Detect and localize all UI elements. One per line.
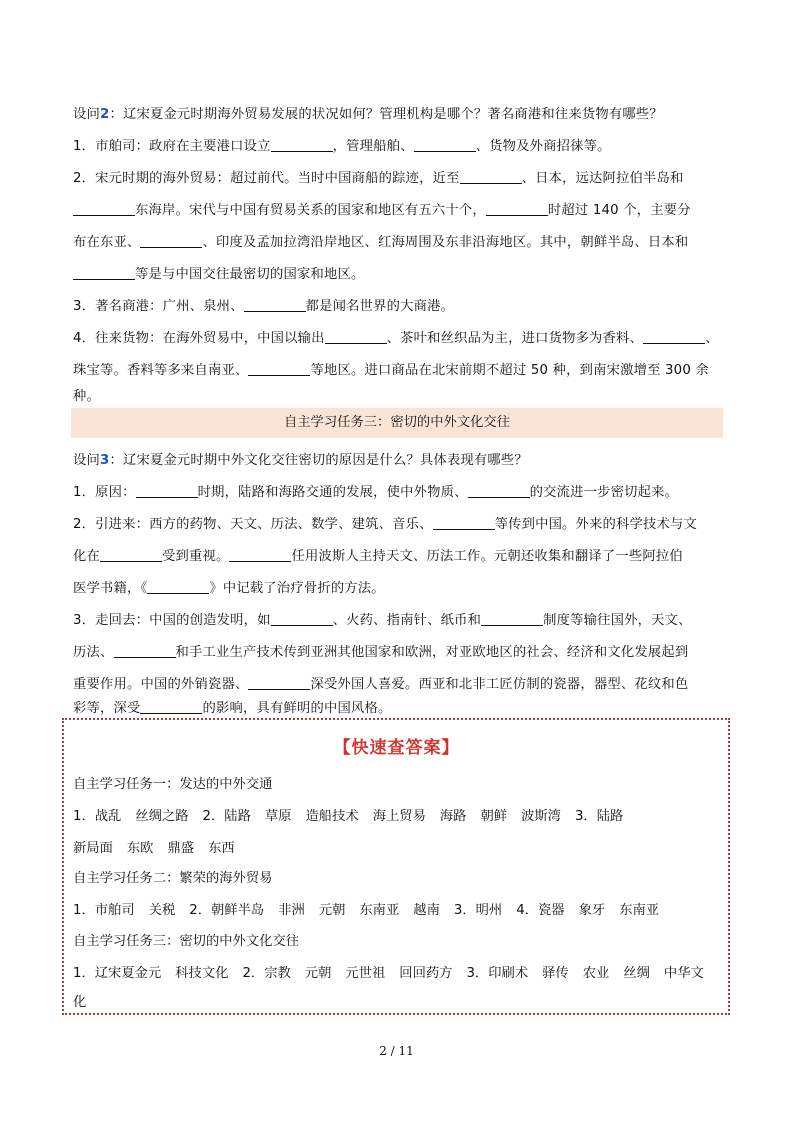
- text: 2．引进来：西方的药物、天文、历法、数学、建筑、音乐、: [73, 517, 433, 532]
- answer-task-1-title: 自主学习任务一：发达的中外交通: [73, 777, 273, 792]
- q2-line-5: [73, 263, 723, 282]
- fill-blank[interactable]: [140, 699, 202, 714]
- answer-item: 回回药方: [399, 966, 453, 981]
- answer-item: 4．瓷器: [516, 903, 565, 918]
- fill-blank[interactable]: [114, 643, 176, 658]
- text: 珠宝等。香料等多来自南亚、: [73, 363, 249, 378]
- answer-row-2: [73, 837, 249, 856]
- answer-task-2-title: 自主学习任务二：繁荣的海外贸易: [73, 871, 273, 886]
- text: 种。: [73, 389, 100, 404]
- q2-line-8: [73, 359, 723, 378]
- answer-item: 元世祖: [345, 966, 386, 981]
- answer-row-5: 化: [73, 995, 87, 1010]
- answer-item: 丝绸之路: [135, 809, 189, 824]
- text: 受到重视。: [162, 549, 230, 564]
- fill-blank[interactable]: [486, 201, 548, 216]
- fill-blank[interactable]: [147, 579, 209, 594]
- text: 布在东亚、: [73, 235, 141, 250]
- q2-line-9: [73, 385, 723, 404]
- q3-line-8: [73, 697, 723, 716]
- answer-item: 1．战乱: [73, 809, 122, 824]
- fill-blank[interactable]: [248, 675, 310, 690]
- text: 医学书籍，《: [73, 581, 148, 596]
- answer-item: 3．明州: [453, 903, 503, 918]
- fill-blank[interactable]: [271, 611, 333, 626]
- text: 1．原因：: [73, 485, 136, 500]
- text: 深受外国人喜爱。西亚和北非工匠仿制的瓷器，器型、花纹和色: [310, 677, 689, 692]
- text: 4．往来货物：在海外贸易中，中国以输出: [73, 331, 325, 346]
- q3-line-5: [73, 609, 723, 628]
- fill-blank[interactable]: [248, 361, 310, 376]
- section-banner: 自主学习任务三：密切的中外文化交往: [71, 408, 723, 438]
- answer-item: 丝绸: [623, 966, 650, 981]
- q3-line-2: [73, 513, 723, 532]
- answer-row-1: [73, 805, 637, 824]
- text: 时期，陆路和海路交通的发展，使中外物质、: [197, 485, 468, 500]
- answer-item: 鼎盛: [167, 841, 195, 856]
- text: 东海岸。宋代与中国有贸易关系的国家和地区有五六十个，: [135, 203, 486, 218]
- answer-item: 新局面: [73, 841, 113, 856]
- text: 的影响，具有鲜明的中国风格。: [202, 701, 392, 716]
- text: 、货物及外商招徕等。: [475, 139, 611, 154]
- answer-item: 3．印刷术: [466, 966, 529, 981]
- q2-line-3: [73, 199, 723, 218]
- answer-item: 越南: [413, 903, 440, 918]
- text: 任用波斯人主持天文、历法工作。元朝还收集和翻译了一些阿拉伯: [291, 549, 683, 564]
- q3-line-7: [73, 673, 723, 692]
- q2-line-7: [73, 327, 723, 346]
- answer-item: 中华文: [663, 966, 704, 981]
- answer-item: 1．市舶司: [73, 903, 135, 918]
- answer-item: 2．朝鲜半岛: [189, 903, 265, 918]
- text: 制度等输往国外，天文、: [543, 613, 692, 628]
- answer-item: 元朝: [318, 903, 346, 918]
- q2-line-1: [73, 135, 723, 154]
- text: 、火药、指南针、纸币和: [332, 613, 482, 628]
- fill-blank[interactable]: [325, 329, 387, 344]
- fill-blank[interactable]: [468, 483, 530, 498]
- answer-item: 驿传: [542, 966, 569, 981]
- fill-blank[interactable]: [481, 611, 543, 626]
- answer-row-4: [73, 962, 718, 981]
- answer-item: 东西: [208, 841, 235, 856]
- fill-blank[interactable]: [100, 547, 162, 562]
- q2-line-2: [73, 167, 723, 186]
- answer-item: 东欧: [126, 841, 154, 856]
- text: 、茶叶和丝织品为主，进口货物多为香料、: [386, 331, 644, 346]
- question-number: 3: [100, 453, 110, 468]
- answer-item: 海路: [439, 809, 467, 824]
- q2-line-4: [73, 231, 723, 250]
- answer-item: 波斯湾: [521, 809, 561, 824]
- fill-blank[interactable]: [271, 137, 333, 152]
- q2-line-6: [73, 295, 723, 314]
- text: 都是闻名世界的大商港。: [305, 299, 455, 314]
- fill-blank[interactable]: [140, 233, 202, 248]
- fill-blank[interactable]: [414, 137, 476, 152]
- question-3: [73, 449, 723, 468]
- fill-blank[interactable]: [244, 297, 306, 312]
- fill-blank[interactable]: [73, 201, 135, 216]
- text: 3．走回去：中国的创造发明，如: [73, 613, 271, 628]
- text: ，管理船舶、: [332, 139, 414, 154]
- question-2: [73, 103, 723, 122]
- q3-line-4: [73, 577, 723, 596]
- question-text: ：辽宋夏金元时期中外文化交往密切的原因是什么？具体表现有哪些？: [109, 453, 528, 468]
- answer-item: 元朝: [304, 966, 332, 981]
- fill-blank[interactable]: [433, 515, 495, 530]
- answer-item: 3．陆路: [574, 809, 624, 824]
- answer-row-3: [73, 899, 673, 918]
- answer-item: 造船技术: [305, 809, 359, 824]
- question-text: ：辽宋夏金元时期海外贸易发展的状况如何？管理机构是哪个？著名商港和往来货物有哪些？: [109, 107, 663, 122]
- text: 、印度及孟加拉湾沿岸地区、红海周围及东非沿海地区。其中，朝鲜半岛、日本和: [202, 235, 689, 250]
- q3-line-6: [73, 641, 723, 660]
- fill-blank[interactable]: [73, 265, 135, 280]
- text: 、日本，远达阿拉伯半岛和: [521, 171, 684, 186]
- q3-line-3: [73, 545, 723, 564]
- fill-blank[interactable]: [643, 329, 705, 344]
- text: 》中记载了治疗骨折的方法。: [209, 581, 385, 596]
- question-prefix: 设问: [73, 453, 100, 468]
- text: 时超过 140 个，主要分: [547, 203, 691, 218]
- answer-item: 科技文化: [175, 966, 229, 981]
- answer-item: 1．辽宋夏金元: [73, 966, 162, 981]
- answer-item: 东南亚: [359, 903, 400, 918]
- answer-item: 2．陆路: [202, 809, 251, 824]
- fill-blank[interactable]: [136, 483, 198, 498]
- text: 、: [705, 331, 719, 346]
- answer-item: 象牙: [578, 903, 606, 918]
- answer-item: 海上贸易: [372, 809, 426, 824]
- answer-item: 朝鲜: [480, 809, 508, 824]
- text: 1．市舶司：政府在主要港口设立: [73, 139, 271, 154]
- answer-title: 【快速查答案】: [333, 738, 460, 758]
- text: 等是与中国交往最密切的国家和地区。: [135, 267, 365, 282]
- fill-blank[interactable]: [229, 547, 291, 562]
- q3-line-1: [73, 481, 723, 500]
- text: 等地区。进口商品在北宋前期不超过 50 种，到南宋激增至 300 余: [310, 363, 709, 378]
- text: 彩等，深受: [73, 701, 141, 716]
- text: 和手工业生产技术传到亚洲其他国家和欧洲，对亚欧地区的社会、经济和文化发展起到: [175, 645, 689, 660]
- answer-item: 农业: [582, 966, 610, 981]
- question-prefix: 设问: [73, 107, 100, 122]
- answer-item: 非洲: [278, 903, 305, 918]
- text: 重要作用。中国的外销瓷器、: [73, 677, 249, 692]
- text: 历法、: [73, 645, 114, 660]
- answer-item: 关税: [148, 903, 176, 918]
- answer-item: 东南亚: [619, 903, 660, 918]
- answer-task-3-title: 自主学习任务三：密切的中外文化交往: [73, 934, 300, 949]
- answer-item: 草原: [264, 809, 292, 824]
- text: 等传到中国。外来的科学技术与文: [494, 517, 698, 532]
- answer-item: 2．宗教: [242, 966, 291, 981]
- text: 的交流进一步密切起来。: [529, 485, 679, 500]
- text: 3．著名商港：广州、泉州、: [73, 299, 244, 314]
- text: 化在: [73, 549, 100, 564]
- fill-blank[interactable]: [460, 169, 522, 184]
- text: 2．宋元时期的海外贸易：超过前代。当时中国商船的踪迹，近至: [73, 171, 460, 186]
- page-number: 2 / 11: [379, 1044, 414, 1058]
- question-number: 2: [100, 107, 110, 122]
